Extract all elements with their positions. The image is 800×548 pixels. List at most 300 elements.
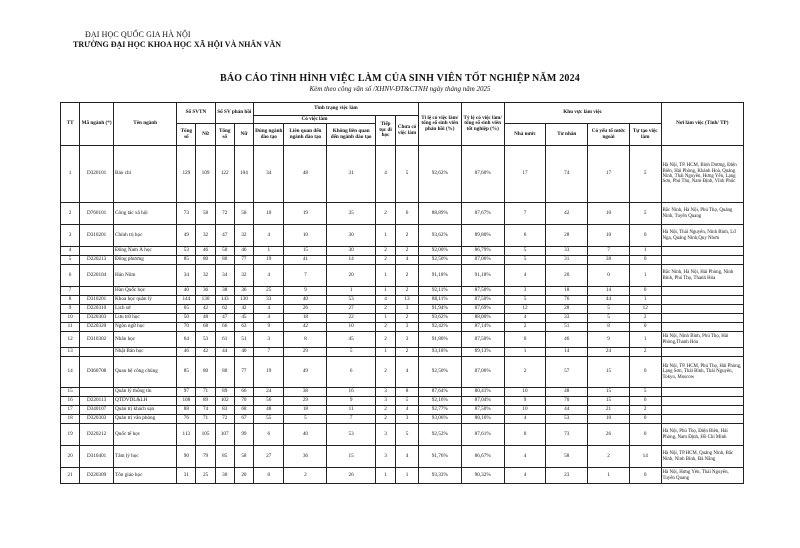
cell-self-employed: 5 [629,388,661,397]
cell-state: 10 [504,388,546,397]
th-self-employed: Tự tạo việc làm [629,124,661,146]
cell-further-study: 2 [375,305,395,314]
cell-rate-feedback: 92,00% [418,247,461,256]
cell-svtn-female: 42 [196,348,215,357]
cell-unrelated-field: 45 [327,332,376,348]
cell-private: 14 [546,348,588,357]
cell-svph-total: 107 [215,424,234,446]
th-state: Nhà nước [504,124,546,146]
cell-rate-total: 88,00% [461,314,504,323]
th-private: Tư nhân [546,124,588,146]
cell-svtn-female: 58 [196,203,215,225]
th-svph-total: Tổng số [215,124,234,146]
cell-self-employed: 0 [629,256,661,265]
cell-svtn-female: 32 [196,265,215,287]
cell-svph-female: 36 [234,287,253,296]
cell-related-field: 19 [284,203,327,225]
cell-no-job: 5 [396,397,419,406]
cell-right-field: 3 [254,332,284,348]
cell-unrelated-field: 14 [327,256,376,265]
cell-workplace [661,323,743,332]
cell-workplace [661,247,743,256]
cell-tt: 14 [61,357,80,388]
cell-workplace [661,388,743,397]
th-unrelated-field: Không liên quan đến ngành đào tạo [327,124,376,146]
cell-svtn-total: 129 [177,146,196,203]
cell-private: 48 [546,388,588,397]
cell-foreign: 14 [588,287,630,296]
cell-rate-feedback: 88,11% [418,296,461,305]
cell-foreign: 10 [588,203,630,225]
cell-unrelated-field: 5 [327,348,376,357]
cell-tt: 19 [61,424,80,446]
cell-state: 2 [504,323,546,332]
cell-workplace: Bắc Ninh, Hà Nội, Hải Phòng, Ninh Bình, Phú Thọ, Thanh Hóa [661,265,743,287]
cell-code [80,348,114,357]
cell-further-study: 1 [375,348,395,357]
cell-no-job: 3 [396,305,419,314]
cell-no-job: 3 [396,323,419,332]
cell-self-employed: 0 [629,357,661,388]
cell-further-study: 1 [375,314,395,323]
cell-unrelated-field: 35 [327,203,376,225]
cell-name: Tâm lý học [114,446,177,468]
cell-workplace: Bắc Ninh, Hà Nội, Phú Thọ, Quảng Ninh, Tuyên Quang [661,203,743,225]
cell-rate-feedback: 92,50% [418,256,461,265]
cell-rate-total: 87,60% [461,146,504,203]
cell-svph-female: 70 [234,397,253,406]
table-row [61,357,744,388]
cell-svtn-total: 97 [177,388,196,397]
cell-svtn-female: 80 [196,256,215,265]
cell-svph-total: 85 [215,446,234,468]
cell-rate-feedback: 92,50% [418,357,461,388]
cell-rate-feedback: 92,42% [418,323,461,332]
cell-unrelated-field: 11 [327,406,376,415]
cell-svtn-total: 64 [177,332,196,348]
cell-foreign: 5 [588,314,630,323]
cell-self-employed: 1 [629,296,661,305]
cell-code: D360708 [80,357,114,388]
cell-svtn-total: 144 [177,296,196,305]
cell-self-employed: 0 [629,424,661,446]
cell-further-study: 2 [375,256,395,265]
cell-no-job: 2 [396,314,419,323]
cell-right-field: 10 [254,203,284,225]
cell-rate-total: 91,18% [461,265,504,287]
table-row [61,468,744,484]
cell-svph-female: 46 [234,247,253,256]
cell-private: 51 [546,323,588,332]
cell-svph-total: 80 [215,357,234,388]
cell-rate-feedback: 92,52% [418,424,461,446]
cell-tt: 16 [61,397,80,406]
cell-no-job: 3 [396,332,419,348]
cell-code: D760101 [80,203,114,225]
cell-name: Lịch sử [114,305,177,314]
cell-right-field: 19 [254,357,284,388]
cell-private: 28 [546,225,588,247]
cell-svph-female: 42 [234,305,253,314]
cell-no-job: 2 [396,247,419,256]
cell-self-employed: 2 [629,314,661,323]
cell-rate-feedback: 91,18% [418,265,461,287]
cell-svph-female: 58 [234,203,253,225]
cell-rate-feedback: 92,11% [418,287,461,296]
cell-right-field: 9 [254,323,284,332]
cell-svph-female: 32 [234,225,253,247]
cell-state: 4 [504,415,546,424]
cell-svtn-total: 108 [177,397,196,406]
cell-right-field: 25 [254,287,284,296]
cell-related-field: 26 [284,305,327,314]
cell-unrelated-field: 22 [327,314,376,323]
cell-state: 3 [504,287,546,296]
cell-workplace: Hà Nội, Phú Thọ, Điện Biên, Hải Phòng, Nam Định, Hồ Chí Minh [661,424,743,446]
table-row [61,388,744,397]
table-row [61,415,744,424]
cell-rate-feedback: 88,89% [418,203,461,225]
cell-rate-feedback: 87,64% [418,388,461,397]
th-foreign: Có yếu tố nước ngoài [588,124,630,146]
cell-foreign: 10 [588,225,630,247]
cell-self-employed: 0 [629,287,661,296]
cell-foreign: 15 [588,397,630,406]
table-row [61,247,744,256]
table-row [61,305,744,314]
cell-no-job: 2 [396,287,419,296]
cell-code: D220213 [80,256,114,265]
cell-workplace: Hà Nội, TP. HCM, Phú Thọ, Hải Phòng, Lạng Sơn, Thái Bình, Thái Nguyên, Tokyo, Moscow [661,357,743,388]
cell-svtn-total: 65 [177,305,196,314]
cell-svph-female: 77 [234,256,253,265]
cell-private: 74 [546,146,588,203]
cell-name: Quản trị văn phòng [114,415,177,424]
cell-svtn-female: 48 [196,314,215,323]
cell-rate-feedback: 91,80% [418,332,461,348]
cell-further-study: 3 [375,397,395,406]
cell-state: 10 [504,406,546,415]
report-subtitle: Kèm theo công văn số /XHNV-ĐT&CTNH ngày tháng năm 2025 [309,85,491,93]
cell-rate-total: 87,50% [461,406,504,415]
cell-foreign: 0 [588,265,630,287]
th-major: Tên ngành [114,103,177,146]
cell-right-field: 1 [254,247,284,256]
cell-code: D220104 [80,265,114,287]
cell-rate-total: 86,67% [461,446,504,468]
cell-right-field: 19 [254,256,284,265]
cell-unrelated-field: 9 [327,397,376,406]
cell-svtn-female: 32 [196,225,215,247]
cell-unrelated-field: 53 [327,424,376,446]
cell-svtn-female: 71 [196,388,215,397]
cell-related-field: 48 [284,146,327,203]
cell-svph-total: 34 [215,265,234,287]
cell-rate-total: 87,50% [461,332,504,348]
cell-tt: 11 [61,323,80,332]
cell-right-field: 48 [254,406,284,415]
cell-related-field: 9 [284,287,327,296]
cell-state: 5 [504,247,546,256]
cell-right-field: 6 [254,424,284,446]
report-title: BÁO CÁO TÌNH HÌNH VIỆC LÀM CỦA SINH VIÊN TỐT NGHIỆP NĂM 2024 [219,73,581,84]
cell-related-field: 40 [284,296,327,305]
cell-svtn-female: 46 [196,247,215,256]
cell-svph-female: 45 [234,314,253,323]
cell-svtn-female: 74 [196,406,215,415]
cell-right-field: 0 [254,468,284,484]
cell-svph-female: 130 [234,296,253,305]
cell-workplace [661,287,743,296]
cell-further-study: 1 [375,287,395,296]
cell-code: D220320 [80,323,114,332]
cell-svtn-total: 88 [177,406,196,415]
cell-foreign: 38 [588,256,630,265]
cell-workplace [661,305,743,314]
cell-tt: 9 [61,305,80,314]
cell-svtn-total: 70 [177,323,196,332]
cell-svph-female: 104 [234,146,253,203]
cell-state: 9 [504,397,546,406]
table-row [61,323,744,332]
cell-further-study: 2 [375,203,395,225]
cell-svph-female: 66 [234,388,253,397]
table-row [61,406,744,415]
cell-code: D310201 [80,296,114,305]
cell-no-job: 8 [396,388,419,397]
cell-svph-female: 68 [234,406,253,415]
th-further-study: Tiếp tục đi học [375,116,395,146]
cell-tt: 5 [61,256,80,265]
cell-svtn-total: 90 [177,446,196,468]
cell-private: 31 [546,256,588,265]
cell-name: Lưu trữ học [114,314,177,323]
table-row [61,332,744,348]
cell-state: 1 [504,348,546,357]
cell-code: D220310 [80,305,114,314]
cell-rate-feedback: 93,62% [418,314,461,323]
th-sector: Khu vực làm việc [504,103,661,124]
cell-right-field: 4 [254,265,284,287]
cell-further-study: 2 [375,323,395,332]
cell-self-employed: 5 [629,146,661,203]
cell-unrelated-field: 30 [327,247,376,256]
table-row [61,314,744,323]
cell-unrelated-field: 53 [327,296,376,305]
cell-right-field: 7 [254,348,284,357]
cell-state: 4 [504,446,546,468]
cell-self-employed: 1 [629,247,661,256]
cell-self-employed: 0 [629,415,661,424]
cell-rate-feedback: 93,62% [418,225,461,247]
cell-rate-total: 87,61% [461,424,504,446]
cell-right-field: 24 [254,388,284,397]
cell-foreign: 5 [588,305,630,314]
cell-svtn-female: 68 [196,323,215,332]
cell-no-job: 13 [396,296,419,305]
cell-workplace: Hà Nội, Thái Nguyên, Ninh Bình, Lđ Nga, Quảng Ninh,Quy Nhơn [661,225,743,247]
cell-svph-total: 72 [215,415,234,424]
cell-state: 12 [504,305,546,314]
cell-foreign: 10 [588,415,630,424]
cell-no-job: 3 [396,415,419,424]
cell-right-field: 4 [254,225,284,247]
cell-foreign: 15 [588,388,630,397]
cell-svph-total: 102 [215,397,234,406]
cell-state: 4 [504,314,546,323]
cell-self-employed: 0 [629,468,661,484]
cell-unrelated-field: 31 [327,146,376,203]
cell-self-employed: 2 [629,406,661,415]
cell-unrelated-field: 30 [327,225,376,247]
cell-foreign: 26 [588,424,630,446]
cell-tt: 10 [61,314,80,323]
table-row [61,424,744,446]
cell-workplace [661,415,743,424]
cell-no-job: 2 [396,225,419,247]
cell-state: 0 [504,332,546,348]
cell-svtn-female: 79 [196,446,215,468]
table-row [61,348,744,357]
cell-further-study: 3 [375,424,395,446]
cell-name: Đông Nam Á học [114,247,177,256]
th-right-field: Đúng ngành đào tạo [254,124,284,146]
cell-svph-total: 47 [215,314,234,323]
cell-svph-female: 63 [234,323,253,332]
cell-svtn-female: 42 [196,305,215,314]
cell-self-employed: 14 [629,446,661,468]
cell-private: 18 [546,287,588,296]
cell-related-field: 49 [284,357,327,388]
cell-name: Tôn giáo học [114,468,177,484]
cell-related-field: 29 [284,348,327,357]
cell-foreign: 21 [588,406,630,415]
cell-svph-female: 32 [234,265,253,287]
cell-workplace [661,296,743,305]
th-status: Tình trạng việc làm [254,103,419,116]
cell-rate-total: 87,50% [461,287,504,296]
cell-right-field: 34 [254,146,284,203]
table-header [61,103,744,146]
table-row [61,296,744,305]
cell-further-study: 2 [375,406,395,415]
cell-svtn-female: 80 [196,357,215,388]
cell-rate-feedback: 91,76% [418,446,461,468]
cell-svtn-female: 109 [196,146,215,203]
cell-rate-total: 87,69% [461,305,504,314]
cell-right-field: 27 [254,446,284,468]
cell-state: 5 [504,296,546,305]
cell-self-employed: 1 [629,265,661,287]
cell-svtn-total: 73 [177,203,196,225]
cell-workplace [661,348,743,357]
cell-related-field: 29 [284,397,327,406]
cell-state: 7 [504,203,546,225]
cell-name: Quản lý thông tin [114,388,177,397]
cell-further-study: 3 [375,446,395,468]
cell-svph-female: 58 [234,446,253,468]
table-row [61,256,744,265]
cell-state: 5 [504,256,546,265]
cell-svtn-female: 71 [196,415,215,424]
cell-private: 70 [546,397,588,406]
cell-related-field: 10 [284,225,327,247]
cell-unrelated-field: 1 [327,287,376,296]
cell-unrelated-field: 10 [327,323,376,332]
cell-svph-female: 67 [234,415,253,424]
cell-no-job: 2 [396,265,419,287]
cell-foreign: 15 [588,357,630,388]
cell-related-field: 42 [284,323,327,332]
th-svph-female: Nữ [234,124,253,146]
cell-related-field: 38 [284,388,327,397]
cell-svph-total: 143 [215,296,234,305]
cell-rate-feedback: 93,33% [418,468,461,484]
cell-self-employed: 1 [629,332,661,348]
cell-rate-feedback: 92,16% [418,397,461,406]
cell-foreign: 1 [588,468,630,484]
cell-further-study: 4 [375,296,395,305]
cell-tt: 7 [61,287,80,296]
cell-unrelated-field: 27 [327,305,376,314]
cell-foreign: 8 [588,323,630,332]
cell-private: 53 [546,415,588,424]
cell-svtn-total: 46 [177,348,196,357]
cell-svph-total: 61 [215,332,234,348]
cell-no-job: 4 [396,357,419,388]
cell-tt: 8 [61,296,80,305]
cell-svph-total: 62 [215,305,234,314]
cell-name: Báo chí [114,146,177,203]
cell-rate-feedback: 93,18% [418,348,461,357]
cell-unrelated-field: 6 [327,357,376,388]
cell-code: D310201 [80,225,114,247]
cell-svph-female: 99 [234,424,253,446]
cell-workplace: Hà Nội, Hưng Yên, Thái Nguyên, Tuyên Quang [661,468,743,484]
cell-private: 57 [546,357,588,388]
cell-foreign: 44 [588,296,630,305]
cell-code [80,287,114,296]
cell-unrelated-field: 15 [327,446,376,468]
th-rate-feedback: Tỉ lệ có việc làm/ tổng số sinh viên phản hồi (%) [418,103,461,146]
cell-svtn-female: 130 [196,296,215,305]
cell-further-study: 2 [375,332,395,348]
th-code: Mã ngành (*) [80,103,114,146]
cell-private: 42 [546,203,588,225]
table-row [61,225,744,247]
cell-svph-total: 47 [215,225,234,247]
employment-report-table [60,102,744,484]
cell-related-field: 36 [284,446,327,468]
cell-svph-total: 89 [215,388,234,397]
cell-foreign: 2 [588,446,630,468]
cell-workplace [661,406,743,415]
cell-name: Hán Nôm [114,265,177,287]
university-name: ĐẠI HỌC QUỐC GIA HÀ NỘI [85,30,191,39]
cell-state: 2 [504,357,546,388]
cell-rate-feedback: 91,94% [418,305,461,314]
cell-no-job: 1 [396,468,419,484]
cell-svtn-total: 53 [177,247,196,256]
table-row [61,203,744,225]
cell-workplace [661,314,743,323]
cell-name: Đông phương [114,256,177,265]
cell-svtn-female: 89 [196,397,215,406]
cell-self-employed: 0 [629,225,661,247]
cell-private: 58 [546,446,588,468]
cell-self-employed: 0 [629,397,661,406]
cell-code [80,388,114,397]
